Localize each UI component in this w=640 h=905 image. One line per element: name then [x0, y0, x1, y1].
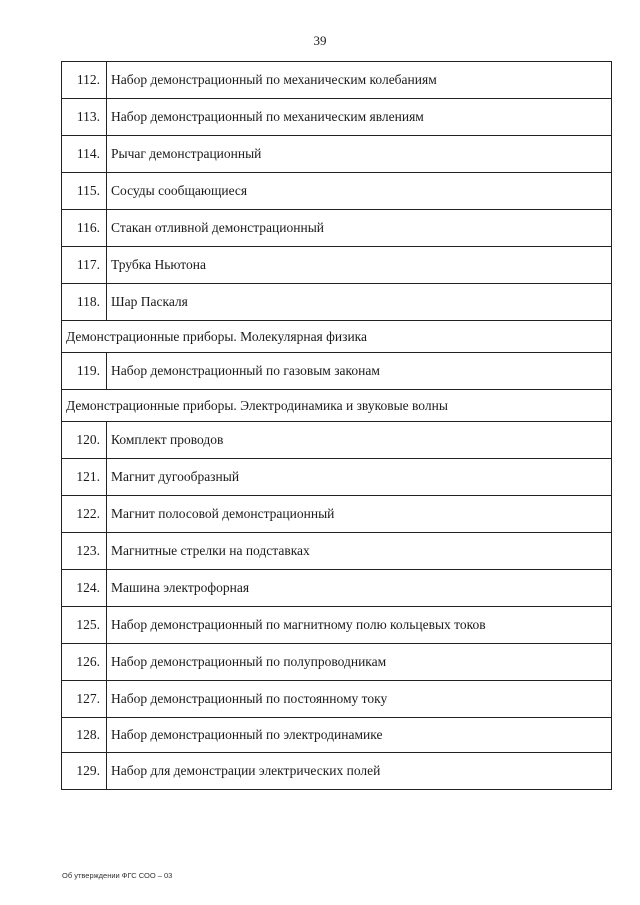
section-title: Демонстрационные приборы. Электродинамика и звуковые волны	[62, 390, 612, 422]
table-row	[62, 644, 612, 681]
section-header-row	[62, 390, 612, 422]
row-number: 126.	[62, 644, 107, 681]
table-row	[62, 681, 612, 718]
section-title: Демонстрационные приборы. Молекулярная физика	[62, 321, 612, 353]
row-number: 115.	[62, 173, 107, 210]
row-name: Набор демонстрационный по магнитному полю кольцевых токов	[107, 607, 612, 644]
table-row	[62, 753, 612, 790]
row-name: Магнитные стрелки на подставках	[107, 533, 612, 570]
row-number: 129.	[62, 753, 107, 790]
row-number: 116.	[62, 210, 107, 247]
row-number: 117.	[62, 247, 107, 284]
row-name: Стакан отливной демонстрационный	[107, 210, 612, 247]
table-row	[62, 607, 612, 644]
table-row	[62, 496, 612, 533]
row-name: Набор демонстрационный по полупроводникам	[107, 644, 612, 681]
table-row	[62, 570, 612, 607]
table-row	[62, 62, 612, 99]
table-row	[62, 284, 612, 321]
row-name: Комплект проводов	[107, 422, 612, 459]
footer-caption: Об утверждении ФГС СОО – 03	[62, 871, 173, 880]
row-name: Набор демонстрационный по газовым законам	[107, 353, 612, 390]
row-number: 119.	[62, 353, 107, 390]
row-name: Набор демонстрационный по механическим колебаниям	[107, 62, 612, 99]
row-name: Рычаг демонстрационный	[107, 136, 612, 173]
row-number: 127.	[62, 681, 107, 718]
row-name: Набор демонстрационный по электродинамике	[107, 718, 612, 753]
table-row	[62, 422, 612, 459]
row-number: 128.	[62, 718, 107, 753]
row-number: 114.	[62, 136, 107, 173]
equipment-table-body	[62, 62, 612, 790]
row-number: 120.	[62, 422, 107, 459]
row-name: Набор демонстрационный по постоянному току	[107, 681, 612, 718]
table-row	[62, 533, 612, 570]
row-number: 113.	[62, 99, 107, 136]
table-row	[62, 136, 612, 173]
table-row	[62, 459, 612, 496]
row-number: 125.	[62, 607, 107, 644]
row-name: Сосуды сообщающиеся	[107, 173, 612, 210]
row-name: Набор для демонстрации электрических полей	[107, 753, 612, 790]
row-name: Набор демонстрационный по механическим явлениям	[107, 99, 612, 136]
row-number: 112.	[62, 62, 107, 99]
row-number: 121.	[62, 459, 107, 496]
row-number: 124.	[62, 570, 107, 607]
equipment-table	[61, 61, 612, 790]
row-name: Магнит дугообразный	[107, 459, 612, 496]
row-number: 118.	[62, 284, 107, 321]
table-row	[62, 173, 612, 210]
row-name: Шар Паскаля	[107, 284, 612, 321]
table-row	[62, 718, 612, 753]
section-header-row	[62, 321, 612, 353]
row-name: Магнит полосовой демонстрационный	[107, 496, 612, 533]
row-number: 123.	[62, 533, 107, 570]
row-name: Машина электрофорная	[107, 570, 612, 607]
row-number: 122.	[62, 496, 107, 533]
table-row	[62, 353, 612, 390]
row-name: Трубка Ньютона	[107, 247, 612, 284]
table-row	[62, 99, 612, 136]
page-number: 39	[313, 33, 327, 48]
table-row	[62, 247, 612, 284]
table-row	[62, 210, 612, 247]
